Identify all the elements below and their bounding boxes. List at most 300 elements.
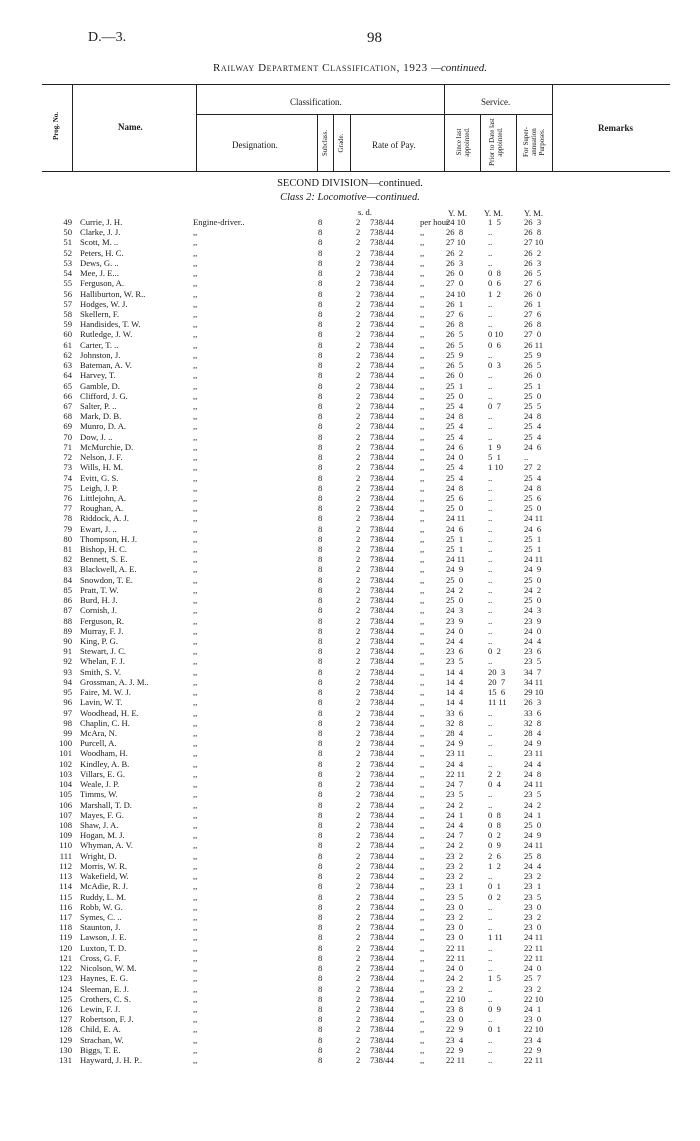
prog-no-cell: 123 [59, 973, 72, 984]
rate-suffix-cell: ,, [420, 1034, 425, 1045]
rate-cell: 738/44 [370, 809, 394, 820]
rate-cell: 738/44 [370, 605, 394, 616]
designation-cell: ,, [193, 390, 198, 401]
designation-cell: ,, [193, 911, 198, 922]
name-cell: Mayes, F. G. [80, 809, 124, 820]
since-last-cell: 24 7 [446, 830, 464, 841]
table-row [0, 411, 700, 421]
name-cell: Gamble, D. [80, 380, 120, 391]
prog-no-cell: 73 [63, 462, 72, 473]
rate-suffix-cell: ,, [420, 544, 425, 555]
since-last-cell: 22 9 [446, 1044, 464, 1055]
rate-suffix-cell: ,, [420, 932, 425, 943]
since-last-cell: 22 9 [446, 1024, 464, 1035]
grade-cell: 2 [356, 533, 361, 544]
name-cell: King, P. G. [80, 636, 118, 647]
name-cell: Kindley, A. B. [80, 758, 130, 769]
name-cell: Scott, M. .. [80, 237, 119, 248]
prior-cell: .. [488, 1055, 493, 1066]
rate-cell: 738/44 [370, 1055, 394, 1066]
superannuation-cell: 22 11 [524, 942, 544, 953]
name-cell: Hayward, J. H. P.. [80, 1055, 143, 1066]
subclass-cell: 8 [318, 503, 323, 514]
rate-suffix-cell: ,, [420, 298, 425, 309]
grade-cell: 2 [356, 636, 361, 647]
grade-cell: 2 [356, 901, 361, 912]
grade-cell: 2 [356, 830, 361, 841]
name-cell: Leigh, J. P. [80, 482, 118, 493]
subclass-cell: 8 [318, 717, 323, 728]
subclass-cell: 8 [318, 288, 323, 299]
designation-cell: ,, [193, 247, 198, 258]
superannuation-cell: 25 1 [524, 533, 542, 544]
name-cell: Mee, J. E... [80, 268, 119, 279]
subclass-cell: 8 [318, 421, 323, 432]
designation-cell: ,, [193, 717, 198, 728]
prog-no-cell: 122 [59, 963, 72, 974]
since-last-cell: 26 8 [446, 319, 464, 330]
since-last-cell: 25 4 [446, 400, 464, 411]
rate-suffix-cell: ,, [420, 1024, 425, 1035]
prior-cell: 1 10 [488, 462, 504, 473]
name-cell: McAra, N. [80, 728, 117, 738]
prior-cell: .. [488, 554, 493, 565]
rate-suffix-cell: ,, [420, 513, 425, 524]
table-row [0, 595, 700, 605]
grade-cell: 2 [356, 952, 361, 963]
grade-cell: 2 [356, 605, 361, 616]
designation-cell: ,, [193, 799, 198, 810]
table-row [0, 667, 700, 677]
subclass-cell: 8 [318, 952, 323, 963]
superannuation-cell: 25 6 [524, 492, 542, 503]
since-last-cell: 24 8 [446, 482, 464, 493]
col-divider [350, 114, 351, 171]
table-row [0, 892, 700, 902]
since-last-cell: 24 9 [446, 564, 464, 575]
prog-no-cell: 89 [63, 625, 72, 636]
subclass-cell: 8 [318, 247, 323, 258]
rate-cell: 738/44 [370, 656, 394, 667]
prior-cell: 0 10 [488, 329, 504, 340]
superannuation-cell: 25 4 [524, 431, 542, 442]
rate-cell: 738/44 [370, 922, 394, 933]
grade-cell: 2 [356, 544, 361, 555]
prog-no-cell: 62 [63, 349, 72, 360]
superannuation-cell: 25 9 [524, 349, 542, 360]
designation-cell: ,, [193, 605, 198, 616]
name-cell: Faire, M. W. J. [80, 687, 131, 698]
subclass-cell: 8 [318, 452, 323, 463]
prog-no-cell: 87 [63, 605, 72, 616]
prog-no-cell: 110 [59, 840, 72, 851]
rate-suffix-cell: ,, [420, 237, 425, 248]
rate-cell: 738/44 [370, 472, 394, 483]
table-row [0, 881, 700, 891]
prog-no-cell: 54 [63, 268, 72, 279]
subclass-cell: 8 [318, 922, 323, 933]
superannuation-cell: 34 7 [524, 666, 542, 677]
prog-no-cell: 124 [59, 983, 72, 994]
since-last-cell: 24 6 [446, 441, 464, 452]
subclass-cell: 8 [318, 687, 323, 698]
prog-no-cell: 125 [59, 993, 72, 1004]
subclass-cell: 8 [318, 533, 323, 544]
since-last-cell: 24 4 [446, 819, 464, 830]
prior-cell: .. [488, 349, 493, 360]
prog-no-cell: 95 [63, 687, 72, 698]
rate-suffix-cell: ,, [420, 860, 425, 871]
superannuation-cell: 24 0 [524, 625, 542, 636]
since-last-cell: 25 6 [446, 492, 464, 503]
subclass-cell: 8 [318, 758, 323, 769]
header-classification: Classification. [290, 97, 342, 107]
rate-suffix-cell: ,, [420, 830, 425, 841]
superannuation-cell: 24 11 [524, 840, 544, 851]
since-last-cell: 33 6 [446, 707, 464, 718]
grade-cell: 2 [356, 400, 361, 411]
table-row [0, 493, 700, 503]
table-row [0, 963, 700, 973]
name-cell: Child, E. A. [80, 1024, 121, 1035]
superannuation-cell: 23 11 [524, 748, 544, 759]
rate-cell: 738/44 [370, 738, 394, 749]
grade-cell: 2 [356, 963, 361, 974]
subclass-cell: 8 [318, 871, 323, 882]
rate-cell: 738/44 [370, 308, 394, 319]
superannuation-cell: 22 10 [524, 993, 544, 1004]
rate-cell: 738/44 [370, 298, 394, 309]
subclass-cell: 8 [318, 1003, 323, 1014]
designation-cell: ,, [193, 768, 198, 779]
superannuation-cell: 22 11 [524, 1055, 544, 1066]
table-row [0, 452, 700, 462]
table-row [0, 248, 700, 258]
table-row [0, 851, 700, 861]
designation-cell: ,, [193, 257, 198, 268]
rate-cell: 738/44 [370, 411, 394, 422]
subclass-cell: 8 [318, 595, 323, 606]
subclass-cell: 8 [318, 768, 323, 779]
prior-cell: .. [488, 728, 493, 738]
superannuation-cell: 26 8 [524, 227, 542, 238]
name-cell: Wakefield, W. [80, 871, 129, 882]
designation-cell: ,, [193, 973, 198, 984]
table-row [0, 585, 700, 595]
designation-cell: ,, [193, 349, 198, 360]
subclass-cell: 8 [318, 636, 323, 647]
grade-cell: 2 [356, 411, 361, 422]
table-row [0, 513, 700, 523]
prior-cell: .. [488, 411, 493, 422]
name-cell: Crothers, C. S. [80, 993, 131, 1004]
rate-cell: 738/44 [370, 871, 394, 882]
superannuation-cell: 23 0 [524, 922, 542, 933]
table-row [0, 748, 700, 758]
grade-cell: 2 [356, 247, 361, 258]
prog-no-cell: 101 [59, 748, 72, 759]
rate-suffix-cell: ,, [420, 554, 425, 565]
superannuation-cell: 23 5 [524, 656, 542, 667]
table-row [0, 268, 700, 278]
prior-cell: .. [488, 544, 493, 555]
designation-cell: ,, [193, 533, 198, 544]
prior-cell: .. [488, 707, 493, 718]
grade-cell: 2 [356, 646, 361, 657]
rate-cell: 738/44 [370, 779, 394, 790]
grade-cell: 2 [356, 932, 361, 943]
since-last-cell: 23 0 [446, 932, 464, 943]
since-last-cell: 25 0 [446, 574, 464, 585]
col-divider [196, 84, 197, 171]
table-row [0, 656, 700, 666]
name-cell: Johnston, J. [80, 349, 121, 360]
grade-cell: 2 [356, 707, 361, 718]
rate-cell: 738/44 [370, 646, 394, 657]
superannuation-cell: 22 9 [524, 1044, 542, 1055]
grade-cell: 2 [356, 492, 361, 503]
since-last-cell: 24 6 [446, 523, 464, 534]
subclass-cell: 8 [318, 441, 323, 452]
since-last-cell: 22 11 [446, 952, 466, 963]
units-sd: s. d. [358, 207, 372, 217]
rate-cell: 738/44 [370, 942, 394, 953]
grade-cell: 2 [356, 656, 361, 667]
designation-cell: ,, [193, 237, 198, 248]
grade-cell: 2 [356, 819, 361, 830]
prior-cell: .. [488, 789, 493, 800]
prog-no-cell: 99 [63, 728, 72, 738]
prog-no-cell: 75 [63, 482, 72, 493]
subclass-cell: 8 [318, 237, 323, 248]
col-divider [317, 114, 318, 171]
rate-cell: 738/44 [370, 1003, 394, 1014]
table-row [0, 687, 700, 697]
subclass-cell: 8 [318, 227, 323, 238]
name-cell: Whelan, F. J. [80, 656, 125, 667]
rate-suffix-cell: ,, [420, 574, 425, 585]
name-cell: Robertson, F. J. [80, 1014, 134, 1025]
title-suffix: —continued. [431, 62, 487, 74]
since-last-cell: 23 2 [446, 850, 464, 861]
name-cell: Ewart, J. .. [80, 523, 117, 534]
prog-no-cell: 51 [63, 237, 72, 248]
grade-cell: 2 [356, 329, 361, 340]
since-last-cell: 23 9 [446, 615, 464, 626]
rate-cell: 738/44 [370, 1024, 394, 1035]
subclass-cell: 8 [318, 942, 323, 953]
prog-no-cell: 64 [63, 370, 72, 381]
rate-suffix-cell: ,, [420, 227, 425, 238]
name-cell: Littlejohn, A. [80, 492, 127, 503]
superannuation-cell: 25 8 [524, 850, 542, 861]
superannuation-cell: 25 0 [524, 503, 542, 514]
superannuation-cell: 29 10 [524, 687, 544, 698]
table-row [0, 605, 700, 615]
since-last-cell: 26 2 [446, 247, 464, 258]
designation-cell: ,, [193, 901, 198, 912]
table-row [0, 483, 700, 493]
prog-no-cell: 63 [63, 360, 72, 371]
since-last-cell: 24 7 [446, 779, 464, 790]
prior-cell: .. [488, 871, 493, 882]
since-last-cell: 28 4 [446, 728, 464, 738]
superannuation-cell: 24 1 [524, 1003, 542, 1014]
table-row [0, 636, 700, 646]
since-last-cell: 23 0 [446, 901, 464, 912]
since-last-cell: 14 4 [446, 687, 464, 698]
prior-cell: .. [488, 482, 493, 493]
prog-no-cell: 107 [59, 809, 72, 820]
name-cell: Cross, G. F. [80, 952, 121, 963]
prior-cell: 0 1 [488, 1024, 501, 1035]
prog-no-cell: 80 [63, 533, 72, 544]
rate-suffix-cell: ,, [420, 901, 425, 912]
since-last-cell: 23 2 [446, 860, 464, 871]
grade-cell: 2 [356, 697, 361, 708]
name-cell: Hogan, M. J. [80, 830, 125, 841]
rate-suffix-cell: ,, [420, 390, 425, 401]
superannuation-cell: 23 1 [524, 881, 542, 892]
header-remarks: Remarks [598, 123, 633, 133]
subclass-cell: 8 [318, 544, 323, 555]
prior-cell: .. [488, 319, 493, 330]
designation-cell: ,, [193, 1014, 198, 1025]
grade-cell: 2 [356, 1014, 361, 1025]
designation-cell: ,, [193, 676, 198, 687]
rate-suffix-cell: ,, [420, 564, 425, 575]
rate-suffix-cell: ,, [420, 584, 425, 595]
prior-cell: .. [488, 605, 493, 616]
designation-cell: ,, [193, 574, 198, 585]
name-cell: Smith, S. V. [80, 666, 121, 677]
col-divider [72, 84, 73, 171]
grade-cell: 2 [356, 268, 361, 279]
table-row [0, 370, 700, 380]
table-row [0, 984, 700, 994]
grade-cell: 2 [356, 615, 361, 626]
superannuation-cell: 23 5 [524, 891, 542, 902]
since-last-cell: 14 4 [446, 676, 464, 687]
designation-cell: ,, [193, 830, 198, 841]
table-row [0, 227, 700, 237]
name-cell: Timms, W. [80, 789, 118, 800]
subclass-cell: 8 [318, 707, 323, 718]
table-row [0, 421, 700, 431]
rate-cell: 738/44 [370, 564, 394, 575]
subclass-cell: 8 [318, 319, 323, 330]
rate-suffix-cell: ,, [420, 625, 425, 636]
rate-cell: 738/44 [370, 462, 394, 473]
prior-cell: .. [488, 1014, 493, 1025]
subclass-cell: 8 [318, 329, 323, 340]
table-row [0, 391, 700, 401]
since-last-cell: 24 11 [446, 554, 466, 565]
prior-cell: .. [488, 799, 493, 810]
subclass-cell: 8 [318, 370, 323, 381]
rate-cell: 738/44 [370, 911, 394, 922]
prior-cell: 0 2 [488, 830, 501, 841]
rate-cell: 738/44 [370, 421, 394, 432]
table-row [0, 830, 700, 840]
rate-cell: 738/44 [370, 636, 394, 647]
since-last-cell: 26 3 [446, 257, 464, 268]
designation-cell: ,, [193, 922, 198, 933]
subclass-cell: 8 [318, 809, 323, 820]
rate-suffix-cell: ,, [420, 533, 425, 544]
prog-no-cell: 76 [63, 492, 72, 503]
subclass-cell: 8 [318, 411, 323, 422]
table-row [0, 340, 700, 350]
superannuation-cell: 26 5 [524, 268, 542, 279]
rate-cell: 738/44 [370, 728, 394, 738]
rate-suffix-cell: ,, [420, 247, 425, 258]
name-cell: Ruddy, L. M. [80, 891, 126, 902]
designation-cell: ,, [193, 441, 198, 452]
name-cell: Marshall, T. D. [80, 799, 132, 810]
prog-no-cell: 121 [59, 952, 72, 963]
superannuation-cell: 24 3 [524, 605, 542, 616]
subclass-cell: 8 [318, 431, 323, 442]
designation-cell: ,, [193, 227, 198, 238]
rate-cell: 738/44 [370, 360, 394, 371]
grade-cell: 2 [356, 881, 361, 892]
subclass-cell: 8 [318, 891, 323, 902]
name-cell: Dow, J. .. [80, 431, 113, 442]
prior-cell: 2 2 [488, 768, 501, 779]
rate-suffix-cell: ,, [420, 636, 425, 647]
since-last-cell: 25 4 [446, 421, 464, 432]
since-last-cell: 26 5 [446, 329, 464, 340]
rate-cell: 738/44 [370, 993, 394, 1004]
rate-cell: 738/44 [370, 952, 394, 963]
table-row [0, 534, 700, 544]
rate-cell: 738/44 [370, 707, 394, 718]
title-text: Railway Department Classification, 1923 [213, 62, 428, 74]
prior-cell: 0 6 [488, 278, 501, 289]
designation-cell: ,, [193, 819, 198, 830]
grade-cell: 2 [356, 308, 361, 319]
table-row [0, 544, 700, 554]
table-row [0, 677, 700, 687]
prior-cell: .. [488, 748, 493, 759]
prog-no-cell: 65 [63, 380, 72, 391]
rate-cell: 738/44 [370, 523, 394, 534]
col-divider [480, 114, 481, 171]
prior-cell: 20 7 [488, 676, 506, 687]
rate-cell: 738/44 [370, 983, 394, 994]
subclass-cell: 8 [318, 257, 323, 268]
designation-cell: ,, [193, 268, 198, 279]
name-cell: Murray, F. J. [80, 625, 124, 636]
rate-suffix-cell: ,, [420, 779, 425, 790]
subclass-cell: 8 [318, 840, 323, 851]
grade-cell: 2 [356, 523, 361, 534]
header-rate: Rate of Pay. [372, 140, 416, 150]
rate-cell: 738/44 [370, 554, 394, 565]
designation-cell: ,, [193, 1024, 198, 1035]
header-since-last: Since last appointed. [455, 127, 471, 157]
prog-no-cell: 112 [59, 860, 72, 871]
since-last-cell: 25 0 [446, 503, 464, 514]
since-last-cell: 24 2 [446, 840, 464, 851]
prior-cell: .. [488, 717, 493, 728]
superannuation-cell: 23 2 [524, 983, 542, 994]
subclass-cell: 8 [318, 789, 323, 800]
page-reference: D.—3. [88, 30, 127, 45]
prog-no-cell: 71 [63, 441, 72, 452]
prior-cell: .. [488, 308, 493, 319]
